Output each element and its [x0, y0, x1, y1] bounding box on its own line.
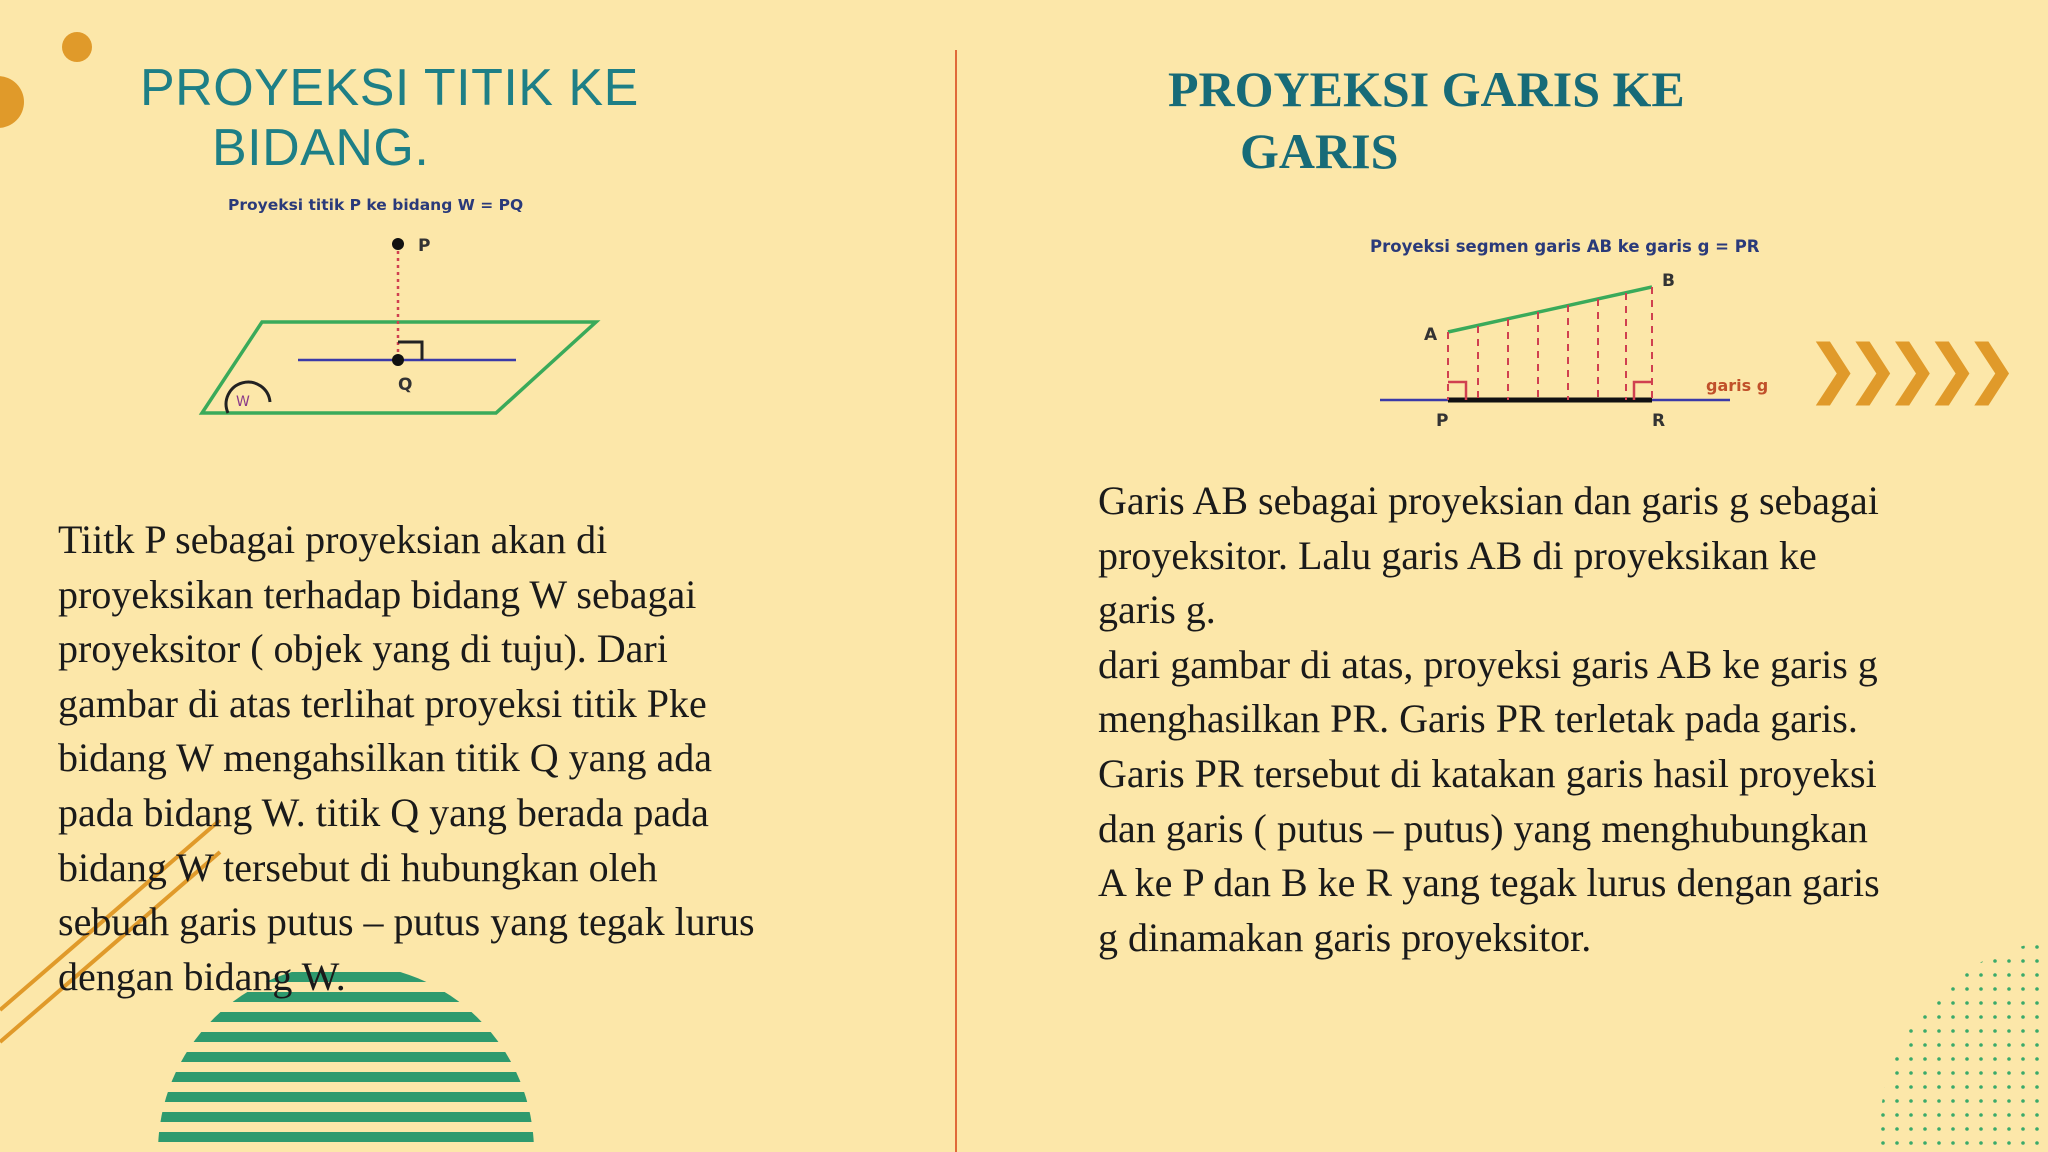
right-body-paragraph-1: Garis AB sebagai proyeksian dan garis g sebagai proyeksitor. Lalu garis AB di proyeksikan ke garis g. [1098, 478, 1879, 633]
decor-circles [0, 0, 110, 150]
decor-half-circle [0, 76, 24, 128]
right-body-paragraph-2: dari gambar di atas, proyeksi garis AB ke garis g menghasilkan PR. Garis PR terletak pada garis. Garis PR tersebut di katakan garis hasil proyeksi dan garis ( putus – putus) yang menghubungkan A ke P dan B ke R yang tegak lurus dengan garis g dinamakan garis proyeksitor. [1098, 641, 1880, 960]
label-garis-g: garis g [1706, 376, 1769, 395]
decor-small-circle [62, 32, 92, 62]
column-divider [955, 50, 957, 1152]
point-q [392, 354, 404, 366]
right-title-line2: GARIS [1240, 123, 1399, 179]
left-title [140, 58, 840, 178]
segment-projection-figure [1370, 230, 1790, 440]
label-r: R [1652, 411, 1666, 431]
label-a: A [1424, 325, 1438, 345]
label-q: Q [398, 375, 413, 395]
right-body-text [1098, 474, 1898, 965]
right-title-line1: PROYEKSI GARIS KE [1168, 61, 1685, 117]
point-figure-caption: Proyeksi titik P ke bidang W = PQ [228, 196, 524, 214]
segment-ab [1448, 287, 1652, 332]
left-title-line2: BIDANG. [212, 119, 430, 177]
label-p: P [418, 236, 431, 256]
right-angle-mark-p [1448, 382, 1466, 400]
left-title-line1: PROYEKSI TITIK KE [140, 59, 639, 117]
left-body-text: Tiitk P sebagai proyeksian akan di proyeksikan terhadap bidang W sebagai proyeksitor ( objek yang di tuju). Dari gambar di atas terlihat proyeksi titik Pke bidang W mengahsilkan titik Q yang ada pada bidang W. titik Q yang berada pada bidang W tersebut di hubungkan oleh sebuah garis putus – putus yang tegak lurus dengan bidang W. [58, 517, 755, 999]
label-p-right: P [1436, 411, 1449, 431]
chevron-arrows-icon: ❯❯❯❯❯ [1806, 332, 2005, 406]
right-title [1168, 58, 1868, 182]
label-b: B [1662, 271, 1675, 291]
decor-dots [1880, 860, 2048, 1152]
point-projection-figure [190, 190, 610, 430]
right-angle-mark-r [1634, 382, 1652, 400]
point-p [392, 238, 404, 250]
projector-lines [1448, 287, 1652, 400]
segment-figure-caption: Proyeksi segmen garis AB ke garis g = PR [1370, 237, 1760, 256]
label-w: W [236, 394, 250, 410]
